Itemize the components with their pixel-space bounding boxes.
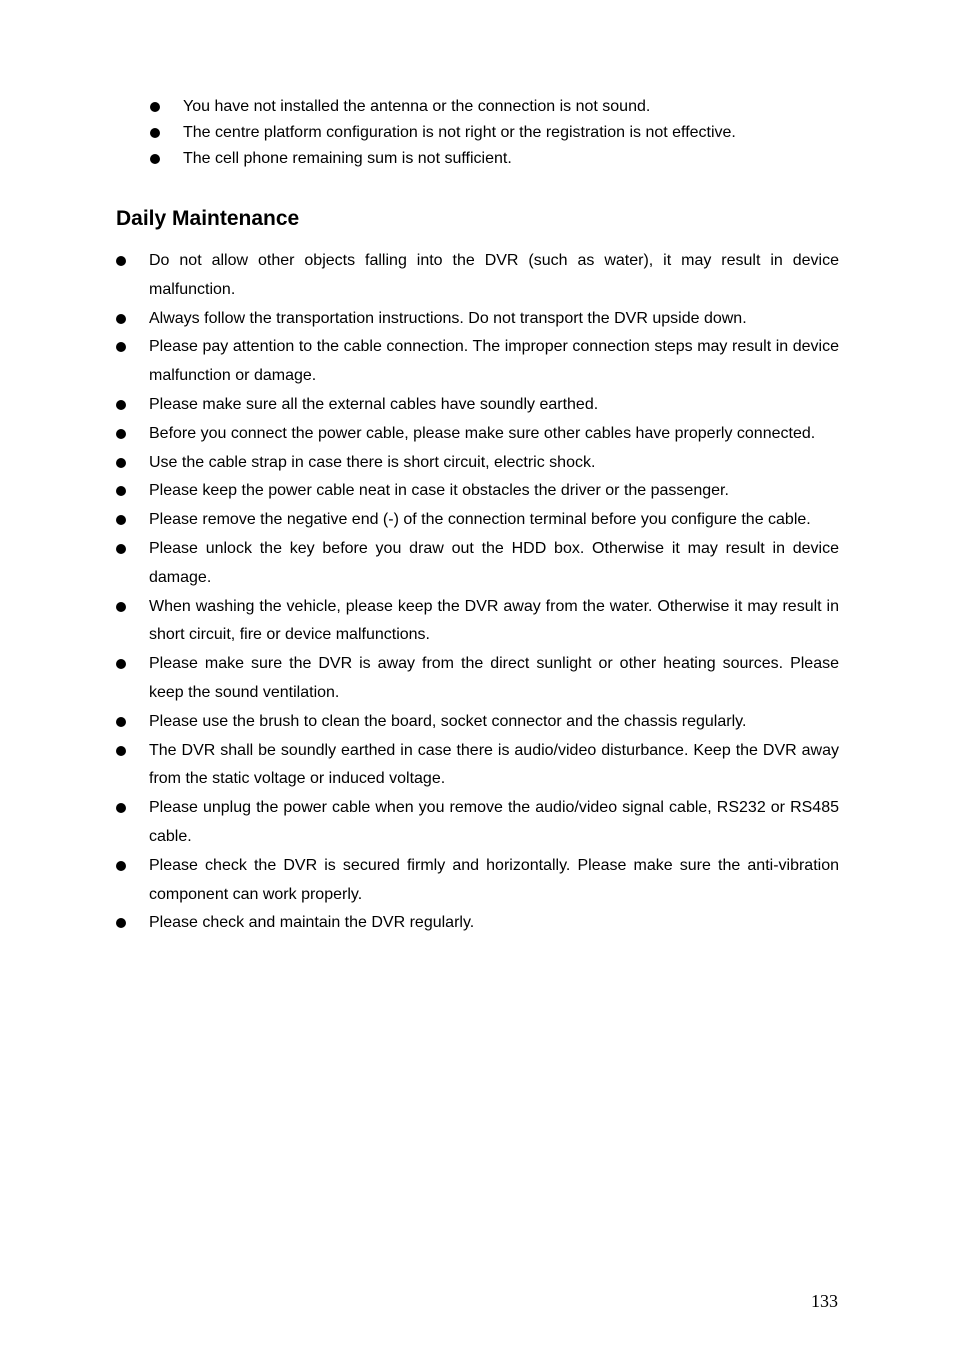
list-item — [150, 94, 850, 120]
bullet-icon — [150, 128, 160, 138]
bullet-icon — [116, 486, 126, 496]
list-item-text: Please check and maintain the DVR regularly. — [149, 914, 475, 932]
list-item-text: Please unplug the power cable when you remove the audio/video signal cable, RS232 or RS485 cable. — [149, 799, 839, 845]
list-item — [116, 852, 839, 910]
bullet-icon — [150, 154, 160, 164]
bullet-icon — [116, 659, 126, 669]
list-item — [116, 506, 839, 535]
list-item-text: Use the cable strap in case there is short circuit, electric shock. — [149, 453, 596, 471]
maintenance-list — [116, 247, 839, 938]
bullet-icon — [150, 102, 160, 112]
list-item-text: Do not allow other objects falling into the DVR (such as water), it may result in device malfunction. — [149, 252, 839, 298]
list-item — [116, 391, 839, 420]
bullet-icon — [116, 314, 126, 324]
list-item-text: You have not installed the antenna or the connection is not sound. — [183, 98, 651, 115]
bullet-icon — [116, 861, 126, 871]
list-item-text: Always follow the transportation instructions. Do not transport the DVR upside down. — [149, 309, 747, 327]
bullet-icon — [116, 803, 126, 813]
bullet-icon — [116, 746, 126, 756]
list-item — [150, 120, 850, 146]
list-item-text: Please pay attention to the cable connection. The improper connection steps may result in device malfunction or damage. — [149, 338, 839, 385]
list-item-text: The centre platform configuration is not right or the registration is not effective. — [183, 124, 736, 141]
list-item — [116, 535, 839, 593]
list-item-text: The DVR shall be soundly earthed in case there is audio/video disturbance. Keep the DVR away from the static voltage or induced voltage. — [149, 741, 839, 788]
list-item — [116, 909, 839, 938]
bullet-icon — [116, 342, 126, 352]
list-item — [116, 737, 839, 795]
list-item-text: Please make sure all the external cables have soundly earthed. — [149, 395, 599, 413]
list-item — [116, 305, 839, 334]
list-item-text: Please remove the negative end (-) of the connection terminal before you configure the cable. — [149, 511, 811, 529]
bullet-icon — [116, 400, 126, 410]
list-item — [116, 449, 839, 478]
bullet-icon — [116, 717, 126, 727]
list-item — [116, 650, 839, 708]
bullet-icon — [116, 602, 126, 612]
list-item — [116, 420, 839, 449]
list-item — [116, 477, 839, 506]
list-item — [116, 794, 839, 852]
bullet-icon — [116, 458, 126, 468]
bullet-icon — [116, 256, 126, 266]
list-item — [150, 146, 850, 172]
list-item-text: Please use the brush to clean the board, socket connector and the chassis regularly. — [149, 712, 747, 730]
list-item — [116, 247, 839, 305]
list-item-text: When washing the vehicle, please keep the DVR away from the water. Otherwise it may result in short circuit, fire or device malfunctions. — [149, 597, 839, 644]
list-item-text: Please make sure the DVR is away from the direct sunlight or other heating sources. Please keep the sound ventilation. — [149, 655, 839, 701]
bullet-icon — [116, 918, 126, 928]
bullet-icon — [116, 515, 126, 525]
list-item-text: Please unlock the key before you draw out the HDD box. Otherwise it may result in device damage. — [149, 539, 839, 586]
bullet-icon — [116, 544, 126, 554]
list-item — [116, 708, 839, 737]
list-item — [116, 333, 839, 391]
list-item-text: Before you connect the power cable, please make sure other cables have properly connected. — [149, 424, 816, 442]
page-number: 133 — [811, 1291, 838, 1311]
section-title: Daily Maintenance — [116, 207, 300, 230]
troubleshooting-list — [150, 94, 850, 172]
list-item-text: Please keep the power cable neat in case it obstacles the driver or the passenger. — [149, 482, 729, 500]
bullet-icon — [116, 429, 126, 439]
list-item-text: Please check the DVR is secured firmly and horizontally. Please make sure the anti-vibration component can work properly. — [149, 856, 839, 903]
list-item-text: The cell phone remaining sum is not sufficient. — [183, 150, 512, 167]
list-item — [116, 593, 839, 651]
